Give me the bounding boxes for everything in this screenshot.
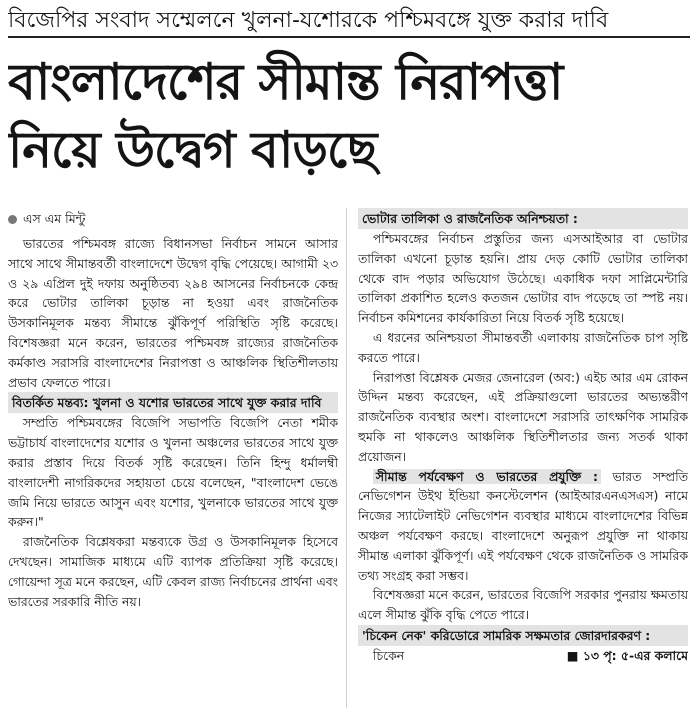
right-paragraph-1: পশ্চিমবঙ্গের নির্বাচন প্রস্তুতির জন্য এসআইআর বা ভোটার তালিকা এখনো চূড়ান্ত হয়নি। প্রায় দেড় কোটি ভোটার তালিকা থেকে বাদ পড়ার অভিযোগ উঠেছে। একাধিক দফা সাপ্লিমেন্টারি তালিকা প্রকাশিত হলেও কতজন ভোটার বাদ পড়েছে তা স্পষ্ট নয়। নির্বাচন কমিশনের কার্যকারিতা নিয়ে বিতর্ক সৃষ্টি হয়েছে। [358,231,688,326]
continued-jump-text: ১৩ পৃ: ৫-এর কলামে [582,647,688,663]
right-subhead-2: সীমান্ত পর্যবেক্ষণ ও ভারতের প্রযুক্তি : [373,469,601,484]
right-paragraph-5: বিশেষজ্ঞরা মনে করেন, ভারতের বিজেপি সরকার পুনরায় ক্ষমতায় এলে সীমান্ত ঝুঁকি বৃদ্ধি পেতে পারে। [358,587,688,623]
column-divider [346,208,347,708]
right-subhead-3: 'চিকেন নেক' করিডোরে সামরিক সক্ষমতার জোরদারকরণ : [358,625,688,646]
right-paragraph-6-text: চিকেন [372,647,405,663]
left-column [8,208,338,720]
headline-line-2: নিয়ে উদ্বেগ বাড়ছে [8,121,377,179]
byline-text: এস এম মিন্টু [23,211,86,226]
right-paragraph-4 [358,467,688,586]
right-paragraph-3: নিরাপত্তা বিশ্লেষক মেজর জেনারেল (অব:) এইচ আর এম রোকন উদ্দিন মন্তব্য করেছেন, এই প্রক্রিয়াগুলো ভারতের অভ্যন্তরীণ রাজনৈতিক ব্যবস্থার অংশ। বাংলাদেশে সরাসরি তাৎক্ষণিক সামরিক হুমকি না থাকলেও আঞ্চলিক স্থিতিশীলতার জন্য সতর্ক থাকা প্রয়োজন। [358,369,688,464]
left-subhead-1: বিতর্কিত মন্তব্য: খুলনা ও যশোর ভারতের সাথে যুক্ত করার দাবি [8,392,338,413]
headline-line-1: বাংলাদেশের সীমান্ত নিরাপত্তা [8,53,563,111]
left-paragraph-1: ভারতের পশ্চিমবঙ্গ রাজ্যে বিধানসভা নির্বাচন সামনে আসার সাথে সাথে সীমান্তবর্তী বাংলাদেশে উদ্বেগ বৃদ্ধি পেয়েছে। আগামী ২৩ ও ২৯ এপ্রিল দুই দফায় অনুষ্ঠিতব্য ২৯৪ আসনের নির্বাচনকে কেন্দ্র করে ভোটার তালিকা চূড়ান্ত না হওয়া এবং রাজনৈতিক উসকানিমূলক মন্তব্য সীমান্তে ঝুঁকিপূর্ণ পরিস্থিতি সৃষ্টি করেছে। বিশেষজ্ঞরা মনে করেন, ভারতের পশ্চিমবঙ্গ রাজ্যের রাজনৈতিক কর্মকাণ্ড সরাসরি বাংলাদেশের নিরাপত্তা ও আঞ্চলিক স্থিতিশীলতায় প্রভাব ফেলতে পারে। [8,236,338,390]
right-paragraph-6 [358,646,688,666]
right-paragraph-4-text: ভারত সম্প্রতি নেভিগেশন উইথ ইন্ডিয়া কনস্টেলেশন (আইআরএনএসএস) নামে নিজের স্যাটেলাইট নেভিগেশন ব্যবস্থার মাধ্যমে বাংলাদেশের বিভিন্ন অঞ্চল পর্যবেক্ষণ করছে। বাংলাদেশে অনুরূপ প্রযুক্তি না থাকায় সীমান্ত এলাকা ঝুঁকিপূর্ণ। এই পর্যবেক্ষণ থেকে রাজনৈতিক ও সামরিক তথ্য সংগ্রহ করা সম্ভব। [358,468,688,583]
right-paragraph-2: এ ধরনের অনিশ্চয়তা সীমান্তবর্তী এলাকায় রাজনৈতিক চাপ সৃষ্টি করতে পারে। [358,329,688,365]
bullet-icon [8,215,17,224]
left-paragraph-3: রাজনৈতিক বিশ্লেষকরা মন্তব্যকে উগ্র ও উসকানিমূলক হিসেবে দেখছেন। সামাজিক মাধ্যমে এটি ব্যাপক প্রতিক্রিয়া সৃষ্টি করেছে। গোয়েন্দা সূত্র মনে করছেন, এটি কেবল রাজ্য নির্বাচনের প্রার্থনা এবং ভারতের সরকারি নীতি নয়। [8,534,338,609]
left-paragraph-2: সম্প্রতি পশ্চিমবঙ্গের বিজেপি সভাপতি বিজেপি নেতা শমীক ভট্টাচার্য বাংলাদেশের যশোর ও খুলনা অঞ্চলের ভারতের সাথে যুক্ত করার প্রস্তাব দিয়ে বিতর্ক সৃষ্টি করেছেন। তিনি হিন্দু ধর্মালম্বী বাংলাদেশী নাগরিকদের সহায়তা চেয়ে বলেছেন, "বাংলাদেশ ভেঙে জমি নিয়ে ভারতে আসুন এবং যশোর, খুলনাকে ভারতের সাথে যুক্ত করুন।" [8,415,338,530]
headline [8,48,690,184]
kicker: বিজেপির সংবাদ সম্মেলনে খুলনা-যশোরকে পশ্চিমবঙ্গে যুক্ত করার দাবি [8,6,690,38]
right-subhead-1: ভোটার তালিকা ও রাজনৈতিক অনিশ্চয়তা : [358,208,688,229]
right-column [358,208,688,720]
byline [8,208,338,230]
continued-jump: ■ ১৩ পৃ: ৫-এর কলামে [566,647,688,663]
